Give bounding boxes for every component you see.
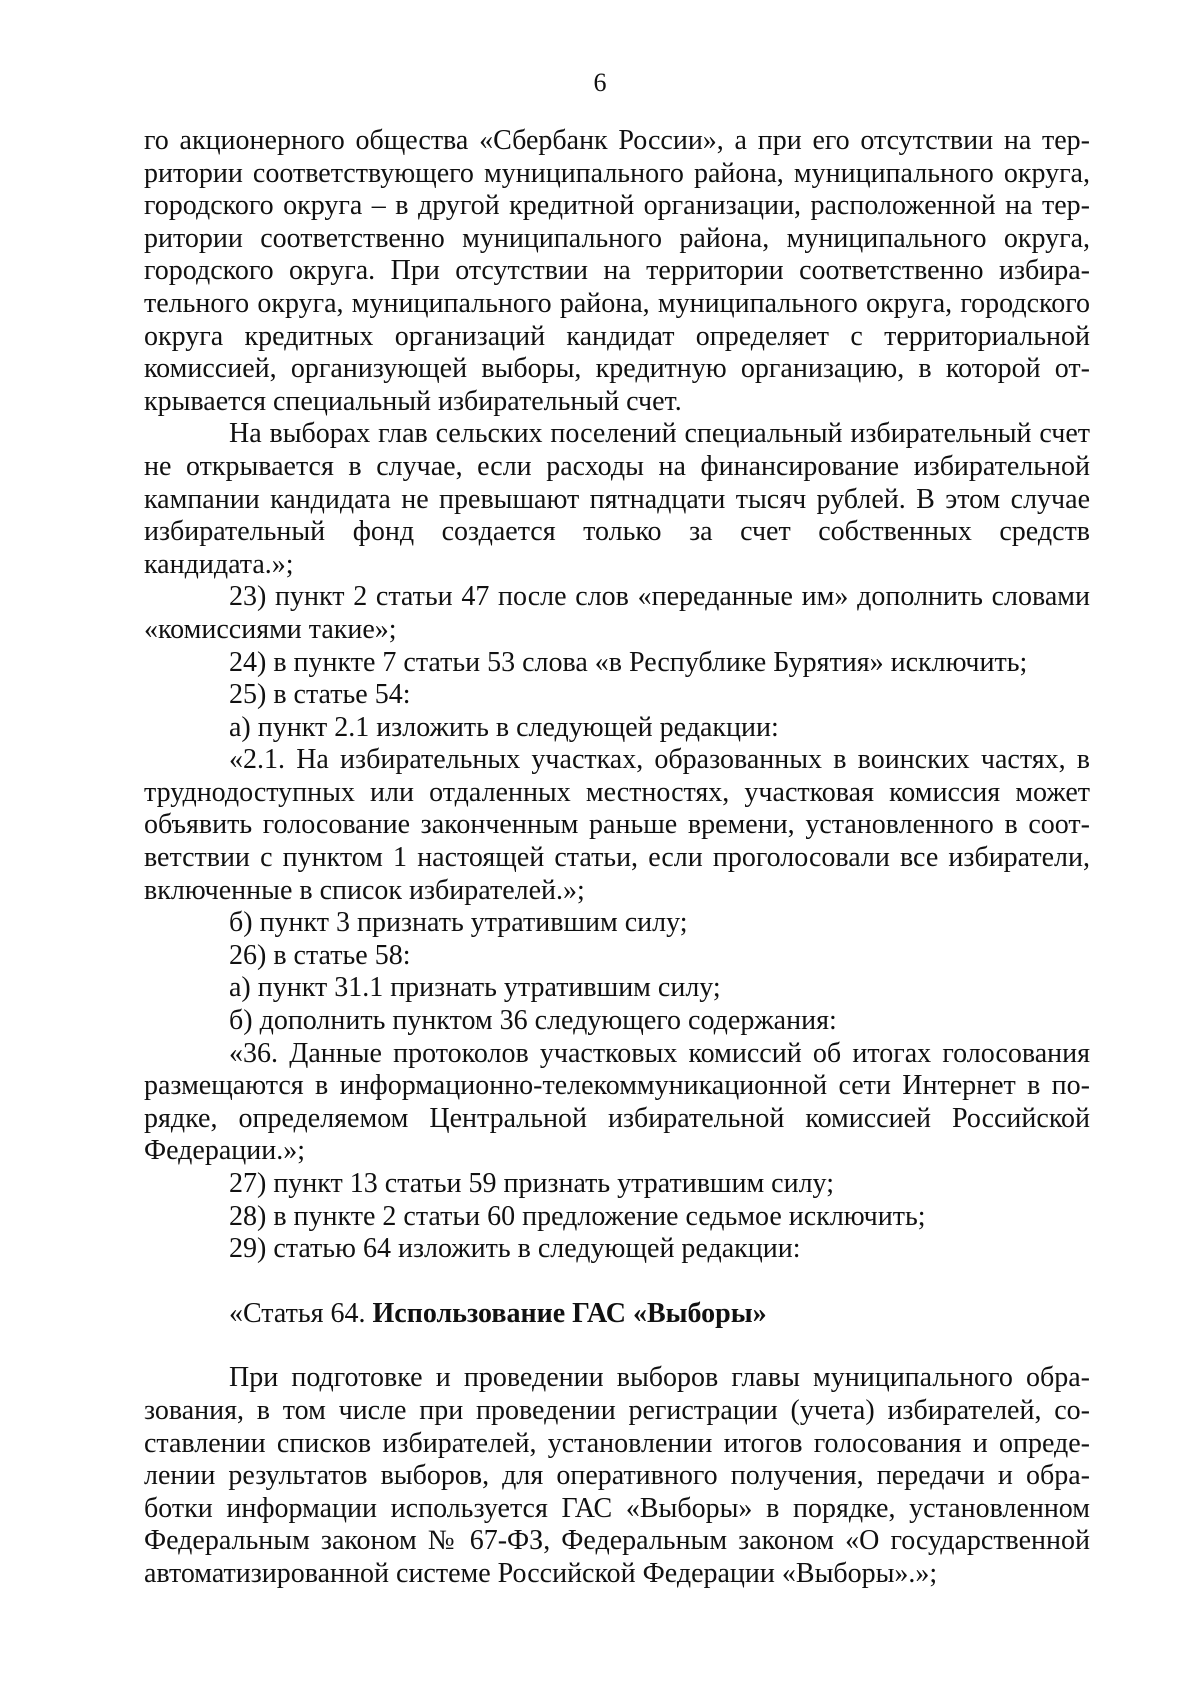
paragraph-item-25-a: а) пункт 2.1 изложить в следующей редакции: [229, 711, 779, 743]
paragraph-item-24: 24) в пункте 7 статьи 53 слова «в Республике Бурятия» исключить; [229, 646, 1028, 678]
article-heading [144, 1298, 1090, 1331]
paragraph-item-28: 28) в пункте 2 статьи 60 предложение седьмое исключить; [229, 1200, 926, 1232]
paragraph-item-26-a: а) пункт 31.1 признать утратившим силу; [229, 972, 721, 1004]
page-number: 6 [593, 68, 607, 97]
paragraph-1: го акционерного общества «Сбербанк России», а при его отсутствии на территории соответствующего муниципального района, муниципального округа, городского округа – в другой кредитной организации, расположенной на территории соответственно муниципального района, муниципального округа, городского округа. При отсутствии на территории соответственно избирательного округа, муниципального района, муниципального округа, городского округа кредитных организаций кандидат определяет с территориальной комиссией, организующей выборы, кредитную организацию, в которой открывается специальный избирательный счет. [144, 125, 1090, 417]
paragraph-item-25-b: б) пункт 3 признать утратившим силу; [229, 907, 688, 939]
paragraph-quote-36: «36. Данные протоколов участковых комиссий об итогах голосования размещаются в информационно-телекоммуникационной сети Интернет в порядке, определяемом Центральной избирательной комиссией Российской Федерации.»; [144, 1037, 1090, 1167]
paragraph-final: При подготовке и проведении выборов главы муниципального образования, в том числе при проведении регистрации (учета) избирателей, составлении списков избирателей, установлении итогов голосования и определении результатов выборов, для оперативного получения, передачи и обработки информации используется ГАС «Выборы» в порядке, установленном Федеральным законом № 67-ФЗ, Федеральным законом «О государственной автоматизированной системе Российской Федерации «Выборы».»; [144, 1362, 1090, 1589]
paragraph-item-29: 29) статью 64 изложить в следующей редакции: [229, 1233, 801, 1265]
article-heading-prefix: «Статья 64. [229, 1297, 373, 1329]
paragraph-item-25: 25) в статье 54: [229, 679, 411, 711]
paragraph-quote-2-1: «2.1. На избирательных участках, образованных в воинских частях, в труднодоступных или отдаленных местностях, участковая комиссия может объявить голосование законченным раньше времени, установленного в соответствии с пунктом 1 настоящей статьи, если проголосовали все избиратели, включенные в список избирателей.»; [144, 744, 1090, 906]
paragraph-item-26-b: б) дополнить пунктом 36 следующего содержания: [229, 1005, 837, 1037]
paragraph-2: На выборах глав сельских поселений специальный избирательный счет не открывается в случае, если расходы на финансирование избирательной кампании кандидата не превышают пятнадцати тысяч рублей. В этом случае избирательный фонд создается только за счет собственных средств кандидата.»; [144, 418, 1090, 580]
article-heading-title: Использование ГАС «Выборы» [372, 1297, 767, 1329]
document-body [144, 125, 1090, 1591]
paragraph-item-23: 23) пункт 2 статьи 47 после слов «переданные им» дополнить словами «комиссиями такие»; [144, 581, 1090, 645]
paragraph-item-27: 27) пункт 13 статьи 59 признать утратившим силу; [229, 1168, 834, 1199]
paragraph-item-26: 26) в статье 58: [229, 939, 411, 971]
